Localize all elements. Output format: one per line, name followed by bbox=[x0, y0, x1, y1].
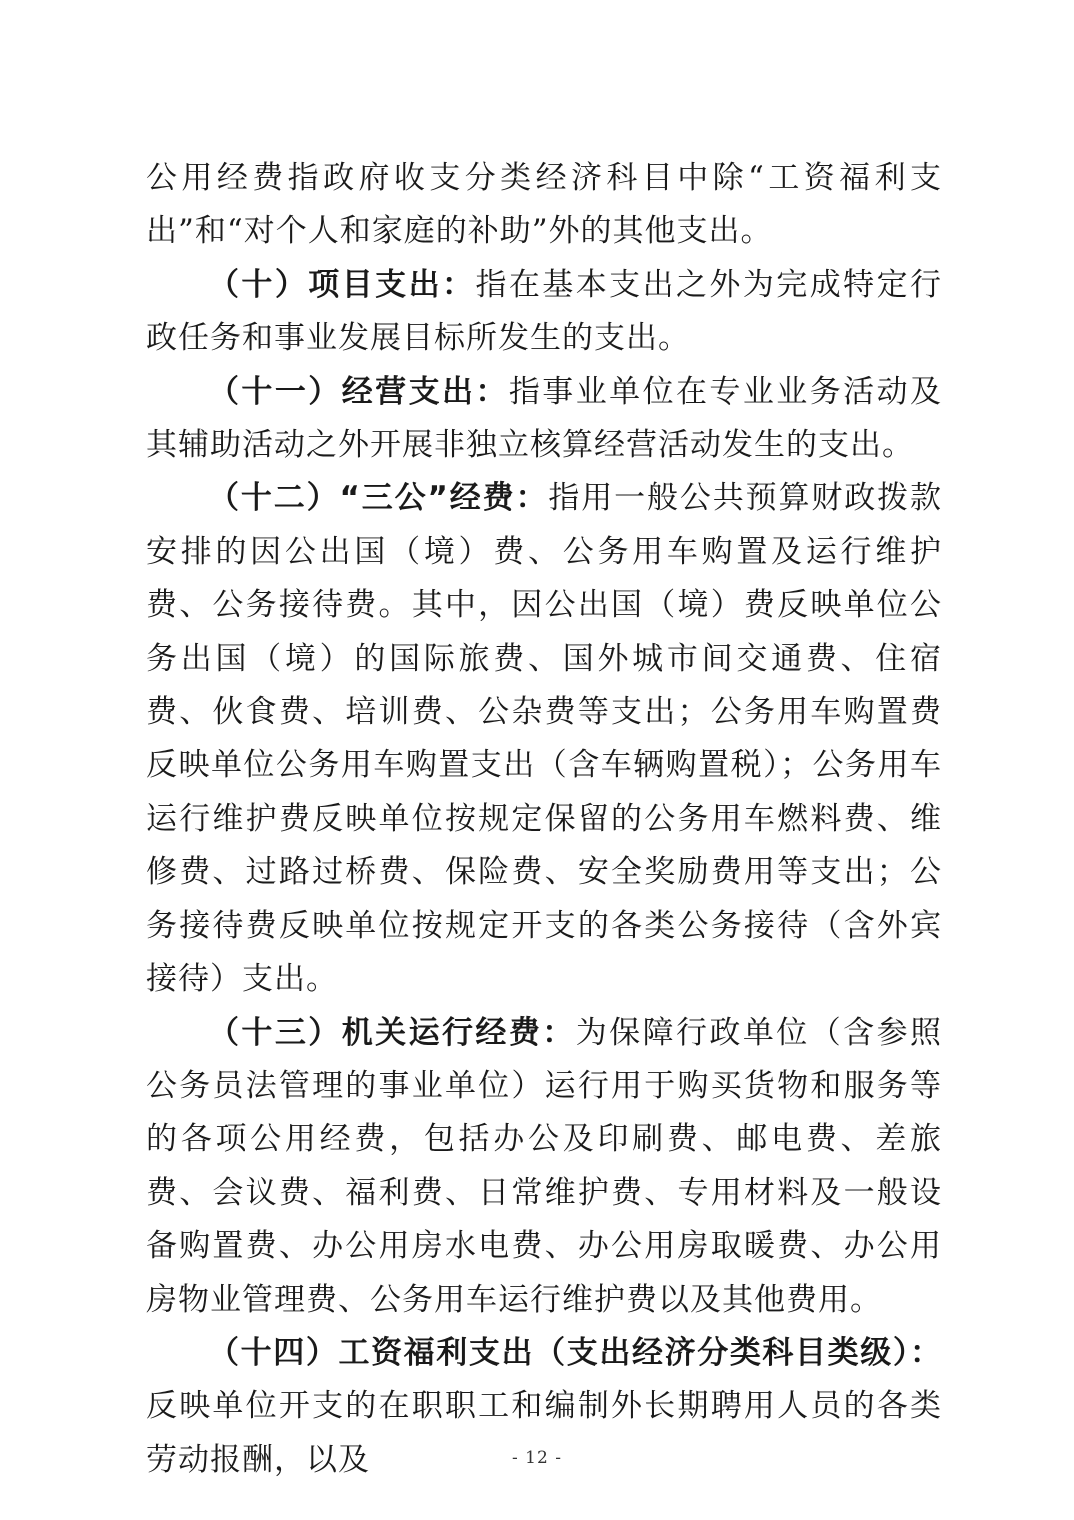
paragraph-three-public-funds bbox=[146, 472, 942, 1006]
term-label: （十三）机关运行经费： bbox=[208, 1014, 576, 1051]
page-number: - 12 - bbox=[512, 1448, 562, 1468]
paragraph-public-funds-continued bbox=[146, 152, 942, 259]
term-label: （十四）工资福利支出（支出经济分类科目类级）： bbox=[208, 1334, 942, 1371]
body-text bbox=[146, 152, 942, 1487]
paragraph-text: 指事业单位在专业业务活动及其辅助活动之外开展非独立核算经营活动发生的支出。 bbox=[146, 373, 943, 464]
term-label: （十一）经营支出： bbox=[208, 373, 509, 410]
paragraph-agency-operating-funds bbox=[146, 1007, 942, 1327]
paragraph-text: 指在基本支出之外为完成特定行政任务和事业发展目标所发生的支出。 bbox=[146, 266, 943, 357]
term-label: （十二）“三公”经费： bbox=[208, 480, 549, 517]
term-label: （十）项目支出： bbox=[208, 266, 476, 303]
paragraph-project-expenditure bbox=[146, 259, 942, 366]
paragraph-text: 为保障行政单位（含参照公务员法管理的事业单位）运行用于购买货物和服务等的各项公用经费，包括办公及印刷费、邮电费、差旅费、会议费、福利费、日常维护费、专用材料及一般设备购置费、办公用房水电费、办公用房取暖费、办公用房物业管理费、公务用车运行维护费以及其他费用。 bbox=[146, 1014, 943, 1318]
paragraph-text: 公用经费指政府收支分类经济科目中除“工资福利支出”和“对个人和家庭的补助”外的其他支出。 bbox=[146, 160, 942, 250]
paragraph-operating-expenditure bbox=[146, 366, 942, 473]
paragraph-text: 反映单位开支的在职职工和编制外长期聘用人员的各类劳动报酬，以及 bbox=[146, 1388, 942, 1478]
paragraph-text: 指用一般公共预算财政拨款安排的因公出国（境）费、公务用车购置及运行维护费、公务接待费。其中，因公出国（境）费反映单位公务出国（境）的国际旅费、国外城市间交通费、住宿费、伙食费、培训费、公杂费等支出；公务用车购置费反映单位公务用车购置支出（含车辆购置税）；公务用车运行维护费反映单位按规定保留的公务用车燃料费、维修费、过路过桥费、保险费、安全奖励费用等支出；公务接待费反映单位按规定开支的各类公务接待（含外宾接待）支出。 bbox=[146, 480, 942, 998]
